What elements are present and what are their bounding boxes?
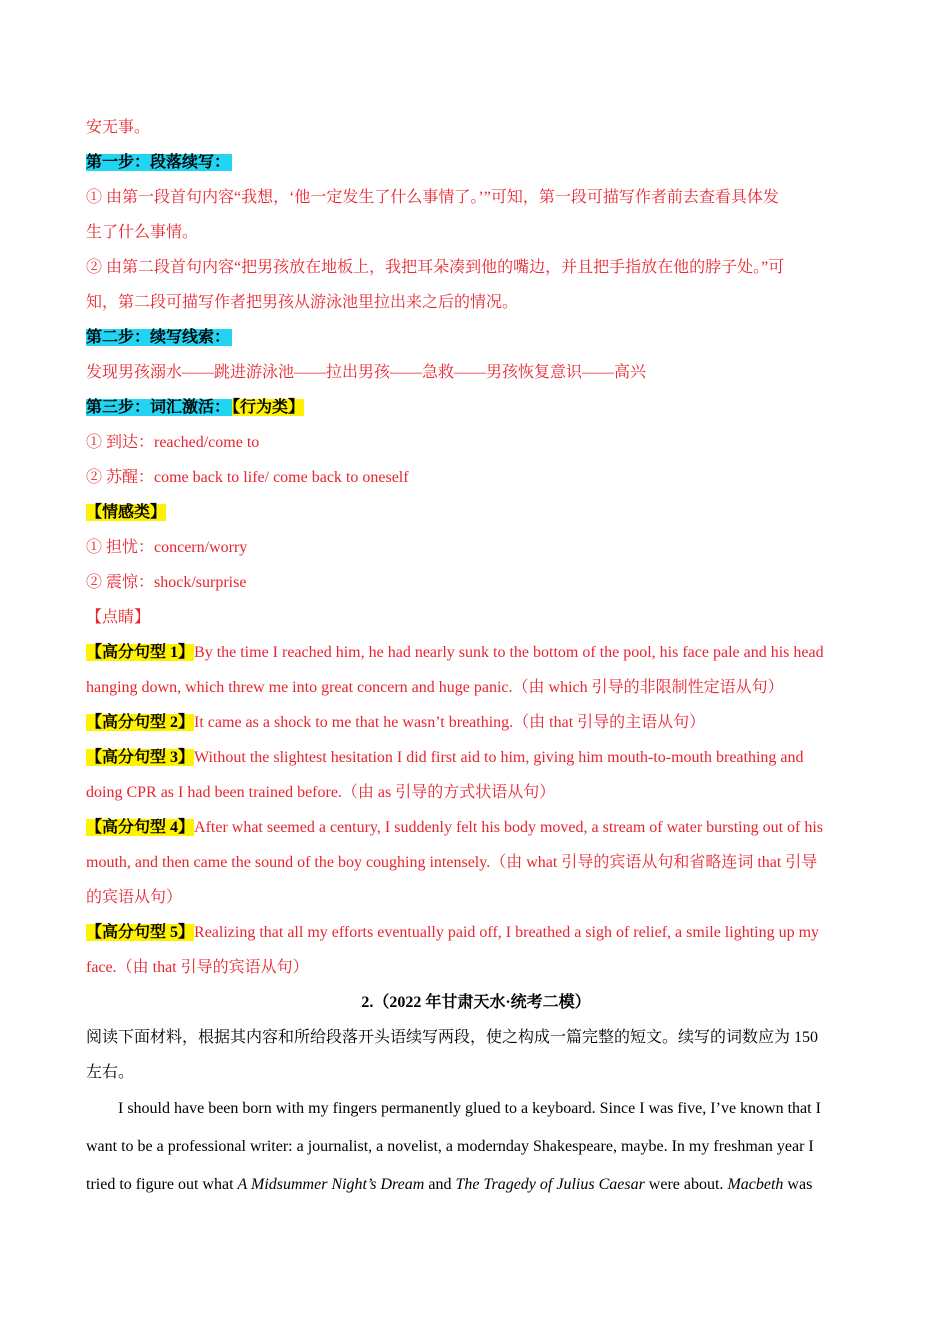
step1-p1-line1: ① 由第一段首句内容“我想，‘他一定发生了什么事情了。’”可知，第一段可描写作者前去查看具体发	[86, 189, 779, 206]
sentence-5-text: Realizing that all my efforts eventually paid off, I breathed a sigh of relief, a smile lighting up my	[194, 924, 820, 941]
title-julius-caesar: The Tragedy of Julius Caesar	[455, 1176, 645, 1193]
passage-line3-e: were about.	[644, 1176, 728, 1193]
sentence-2-line1	[86, 705, 866, 740]
behavior-item-1: ① 到达：reached/come to	[86, 434, 260, 451]
document-content	[86, 110, 866, 1204]
step2-heading-line	[86, 320, 866, 355]
passage-line3	[86, 1166, 866, 1204]
step1-heading: 第一步：段落续写：	[86, 154, 231, 171]
emotion-item-1: ① 担忧：concern/worry	[86, 539, 248, 556]
sentence-4-line2: mouth, and then came the sound of the boy coughing intensely.（由 what 引导的宾语从句和省略连词 that 引导	[86, 854, 818, 871]
sentence-4-text: After what seemed a century, I suddenly felt his body moved, a stream of water bursting out of his	[194, 819, 824, 836]
emotion-item-2: ② 震惊：shock/surprise	[86, 574, 247, 591]
emotion-tag: 【情感类】	[86, 504, 167, 521]
question-2-instruction-line1: 阅读下面材料，根据其内容和所给段落开头语续写两段，使之构成一篇完整的短文。续写的词数应为 150	[86, 1029, 819, 1046]
passage-line1: I should have been born with my fingers permanently glued to a keyboard. Since I was five, I’ve known that I	[118, 1100, 821, 1117]
step2-heading: 第二步：续写线索：	[86, 329, 231, 346]
sentence-3-line2: doing CPR as I had been trained before.（由 as 引导的方式状语从句）	[86, 784, 556, 801]
passage-line2: want to be a professional writer: a journalist, a novelist, a modernday Shakespeare, maybe. In my freshman year I	[86, 1138, 814, 1155]
sentence-3-line1	[86, 740, 866, 775]
step1-p2-line2: 知，第二段可描写作者把男孩从游泳池里拉出来之后的情况。	[86, 294, 519, 311]
sentence-2-text: It came as a shock to me that he wasn’t breathing.（由 that 引导的主语从句）	[194, 714, 706, 731]
behavior-tag: 【行为类】	[232, 399, 305, 416]
dianjing-label: 【点睛】	[86, 609, 151, 626]
step1-heading-line	[86, 145, 866, 180]
behavior-item-2: ② 苏醒：come back to life/ come back to oneself	[86, 469, 409, 486]
step1-p2-line1: ② 由第二段首句内容“把男孩放在地板上，我把耳朵凑到他的嘴边，并且把手指放在他的脖子处。”可	[86, 259, 785, 276]
sentence-4-tag: 【高分句型 4】	[86, 819, 195, 836]
sentence-1-tag: 【高分句型 1】	[86, 644, 195, 661]
passage-line3-c: and	[424, 1176, 456, 1193]
sentence-4-line1	[86, 810, 866, 845]
sentence-2-tag: 【高分句型 2】	[86, 714, 195, 731]
step1-p1-line2: 生了什么事情。	[86, 224, 199, 241]
title-midsummer: A Midsummer Night’s Dream	[237, 1176, 425, 1193]
passage-line3-a: tried to figure out what	[86, 1176, 238, 1193]
sentence-3-tag: 【高分句型 3】	[86, 749, 195, 766]
sentence-1-line1	[86, 635, 866, 670]
step3-heading: 第三步：词汇激活：	[86, 399, 231, 416]
question-2-title: 2.（2022 年甘肃天水·统考二模）	[361, 994, 591, 1011]
step2-text: 发现男孩溺水——跳进游泳池——拉出男孩——急救——男孩恢复意识——高兴	[86, 364, 647, 381]
sentence-4-line3: 的宾语从句）	[86, 889, 183, 906]
sentence-5-line2: face.（由 that 引导的宾语从句）	[86, 959, 309, 976]
question-2-instruction-line2: 左右。	[86, 1064, 135, 1081]
sentence-3-text: Without the slightest hesitation I did first aid to him, giving him mouth-to-mouth breathing and	[194, 749, 804, 766]
emotion-tag-line	[86, 495, 866, 530]
step3-heading-line	[86, 390, 866, 425]
sentence-5-tag: 【高分句型 5】	[86, 924, 195, 941]
passage-line3-g: was	[783, 1176, 813, 1193]
sentence-1-line2: hanging down, which threw me into great concern and huge panic.（由 which 引导的非限制性定语从句）	[86, 679, 784, 696]
title-macbeth: Macbeth	[727, 1176, 784, 1193]
sentence-5-line1	[86, 915, 866, 950]
intro-tail: 安无事。	[86, 119, 151, 136]
sentence-1-text: By the time I reached him, he had nearly sunk to the bottom of the pool, his face pale and his head	[194, 644, 824, 661]
